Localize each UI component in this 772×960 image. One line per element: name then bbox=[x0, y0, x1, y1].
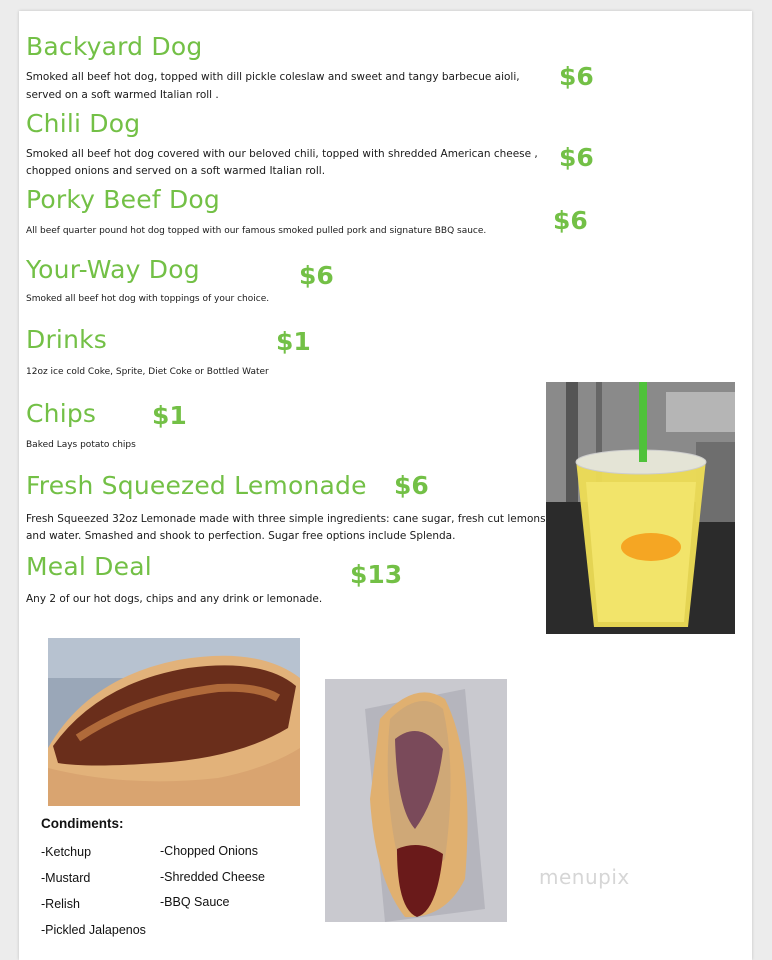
item-desc-backyard-dog-line1: Smoked all beef hot dog, topped with dill pickle coleslaw and sweet and tangy barbecue aioli, bbox=[26, 71, 520, 83]
condiment-item: -Shredded Cheese bbox=[160, 870, 265, 884]
item-title-chili-dog: Chili Dog bbox=[26, 109, 141, 138]
item-price-lemonade: $6 bbox=[394, 471, 429, 500]
item-price-backyard-dog: $6 bbox=[559, 62, 594, 91]
condiment-item: -Pickled Jalapenos bbox=[41, 923, 146, 937]
condiment-item: -Mustard bbox=[41, 871, 91, 885]
item-desc-chili-dog-line1: Smoked all beef hot dog covered with our beloved chili, topped with shredded American cheese , bbox=[26, 148, 538, 160]
item-price-your-way-dog: $6 bbox=[299, 261, 334, 290]
lemonade-cup-photo bbox=[546, 382, 735, 634]
item-price-chips: $1 bbox=[152, 401, 187, 430]
condiment-item: -Chopped Onions bbox=[160, 844, 258, 858]
watermark: menupix bbox=[539, 865, 630, 889]
item-desc-chips: Baked Lays potato chips bbox=[26, 440, 136, 450]
item-title-your-way-dog: Your-Way Dog bbox=[26, 255, 200, 284]
item-desc-chili-dog-line2: chopped onions and served on a soft warmed Italian roll. bbox=[26, 165, 326, 177]
item-desc-lemonade-line1: Fresh Squeezed 32oz Lemonade made with three simple ingredients: cane sugar, fresh cut lemons bbox=[26, 513, 546, 525]
item-desc-drinks: 12oz ice cold Coke, Sprite, Diet Coke or Bottled Water bbox=[26, 367, 269, 377]
item-price-drinks: $1 bbox=[276, 327, 311, 356]
item-title-backyard-dog: Backyard Dog bbox=[26, 32, 203, 61]
item-price-chili-dog: $6 bbox=[559, 143, 594, 172]
pulled-pork-hot-dog-photo bbox=[48, 638, 300, 806]
item-desc-backyard-dog-line2: served on a soft warmed Italian roll . bbox=[26, 89, 219, 101]
item-title-porky-beef-dog: Porky Beef Dog bbox=[26, 185, 220, 214]
loaded-hot-dog-photo bbox=[325, 679, 507, 922]
item-price-porky-beef-dog: $6 bbox=[553, 206, 588, 235]
item-price-meal-deal: $13 bbox=[350, 560, 403, 589]
item-desc-lemonade-line2: and water. Smashed and shook to perfection. Sugar free options include Splenda. bbox=[26, 530, 456, 542]
condiment-item: -Ketchup bbox=[41, 845, 92, 859]
item-desc-your-way-dog: Smoked all beef hot dog with toppings of your choice. bbox=[26, 294, 270, 304]
item-title-meal-deal: Meal Deal bbox=[26, 552, 152, 581]
item-title-lemonade: Fresh Squeezed Lemonade bbox=[26, 471, 367, 500]
item-title-chips: Chips bbox=[26, 399, 97, 428]
condiment-item: -BBQ Sauce bbox=[160, 895, 230, 909]
item-title-drinks: Drinks bbox=[26, 325, 108, 354]
condiments-title: Condiments: bbox=[41, 816, 124, 831]
condiment-item: -Relish bbox=[41, 897, 80, 911]
item-desc-porky-beef-dog: All beef quarter pound hot dog topped with our famous smoked pulled pork and signature BBQ sauce. bbox=[26, 226, 487, 236]
item-desc-meal-deal: Any 2 of our hot dogs, chips and any drink or lemonade. bbox=[26, 593, 323, 605]
